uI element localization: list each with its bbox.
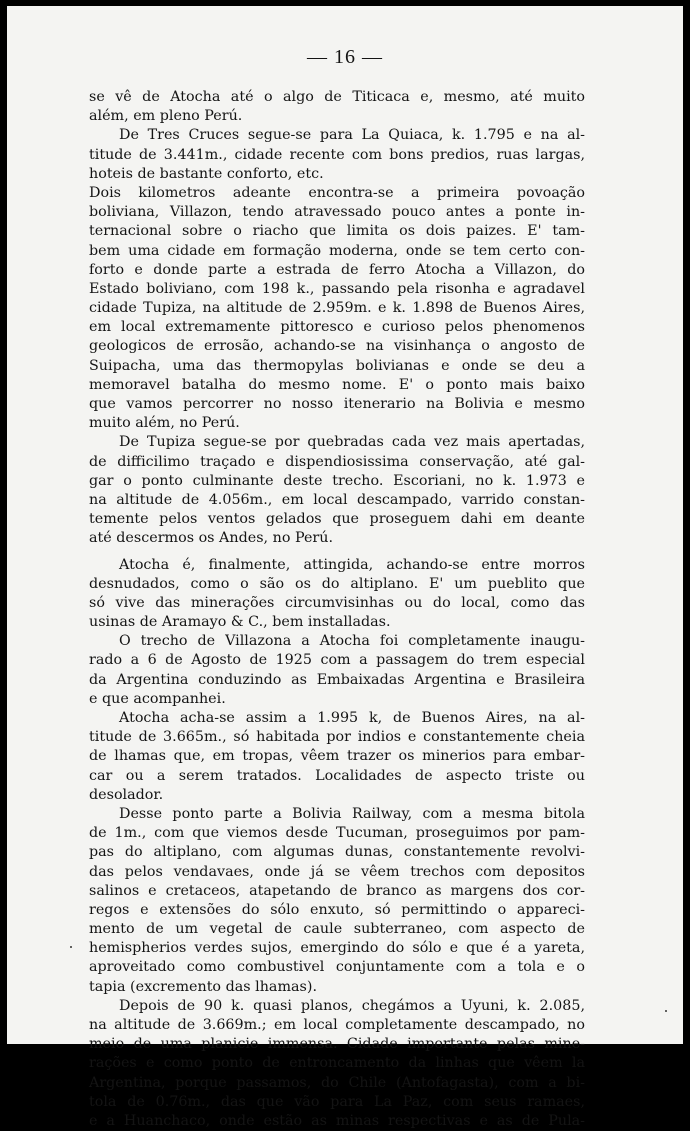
- paragraph-start: O trecho de Villazona a Atocha foi completamente inaugu-: [119, 633, 585, 650]
- scan-speck: [70, 946, 72, 948]
- book-page: [7, 6, 683, 1129]
- text-line: desnudados, como o são os do altiplano. E' um pueblito que: [89, 575, 585, 592]
- text-line: ternacional sobre o riacho que limita os dois paizes. E' tam-: [89, 223, 585, 240]
- text-line: muito além, no Perú.: [89, 415, 240, 432]
- text-line: hemispherios verdes sujos, emergindo do sólo e que é a yareta,: [89, 940, 585, 957]
- text-line: de lhamas que, em tropas, vêem trazer os minerios para embar-: [89, 748, 585, 765]
- page-number: — 16 —: [307, 46, 383, 68]
- text-line: cidade Tupiza, na altitude de 2.959m. e k. 1.898 de Buenos Aires,: [89, 300, 585, 317]
- body-text: [89, 88, 585, 1131]
- text-line: se vê de Atocha até o algo de Titicaca e, mesmo, até muito: [89, 89, 585, 105]
- text-line: só vive das minerações circumvisinhas ou do local, como das: [89, 594, 585, 611]
- text-line: Argentina, porque passamos, do Chile (Antofagasta), com a bi-: [89, 1074, 585, 1091]
- text-line: de difficilimo traçado e dispendiosissima conservação, até gal-: [89, 453, 585, 470]
- paragraph-start: Depois de 90 k. quasi planos, chegámos a Uyuni, k. 2.085,: [119, 997, 585, 1014]
- text-line: em local extremamente pittoresco e curioso pelos phenomenos: [89, 319, 585, 336]
- text-line: geologicos de errosão, achando-se na visinhança o angosto de: [89, 338, 585, 355]
- text-line: salinos e cretaceos, atapetando de branco as margens dos cor-: [89, 882, 585, 899]
- text-line: aproveitado como combustivel conjuntamente com a tola e o: [89, 959, 585, 976]
- text-line: pas do altiplano, com algumas dunas, constantemente revolvi-: [89, 844, 585, 861]
- text-line: usinas de Aramayo & C., bem installadas.: [89, 614, 391, 631]
- text-line: tapia (excremento das lhamas).: [89, 978, 317, 995]
- text-line: tola de 0.76m., das que vão para La Paz, com seus ramaes,: [89, 1093, 585, 1110]
- text-line: que vamos percorrer no nosso itenerario na Bolivia e mesmo: [89, 396, 585, 412]
- text-line: das pelos vendavaes, onde já se vêem trechos com depositos: [89, 863, 585, 880]
- scan-speck: [665, 1010, 667, 1012]
- text-line: da Argentina conduzindo as Embaixadas Argentina e Brasileira: [89, 671, 585, 688]
- text-line: Estado boliviano, com 198 k., passando pela risonha e agradavel: [89, 280, 585, 297]
- text-line: mento de um vegetal de caule subterraneo, com aspecto de: [89, 921, 585, 938]
- text-line: meio de uma planicie immensa. Cidade importante pelas mine-: [89, 1036, 585, 1053]
- text-line: bem uma cidade em formação moderna, onde se tem certo con-: [89, 242, 585, 259]
- text-line: de 1m., com que viemos desde Tucuman, proseguimos por pam-: [89, 825, 585, 842]
- text-line: gar o ponto culminante deste trecho. Escoriani, no k. 1.973 e: [89, 472, 585, 489]
- text-line: hoteis de bastante conforto, etc.: [89, 165, 324, 182]
- text-line: até descermos os Andes, no Perú.: [89, 530, 334, 547]
- text-line: car ou a serem tratados. Localidades de aspecto triste ou: [89, 767, 585, 784]
- paragraph-start: Atocha é, finalmente, attingida, achando-se entre morros: [119, 556, 585, 573]
- text-line: desolador.: [89, 786, 164, 803]
- text-line: além, em pleno Perú.: [89, 108, 243, 125]
- text-line: e que acompanhei.: [89, 690, 226, 707]
- text-line: regos e extensões do sólo enxuto, só permittindo o appareci-: [89, 901, 585, 918]
- text-line: rações e como ponto de entroncamento da linhas que vêem la: [89, 1055, 585, 1072]
- text-line: forto e donde parte a estrada de ferro Atocha a Villazon, do: [89, 261, 585, 278]
- paragraph-start: Desse ponto parte a Bolivia Railway, com a mesma bitola: [119, 805, 585, 822]
- paragraph-start: De Tres Cruces segue-se para La Quiaca, k. 1.795 e na al-: [119, 127, 585, 144]
- text-line: temente pelos ventos gelados que proseguem dahi em deante: [89, 511, 585, 528]
- paragraph-start: De Tupiza segue-se por quebradas cada vez mais apertadas,: [119, 434, 585, 451]
- text-line: na altitude de 4.056m., em local descampado, varrido constan-: [89, 491, 585, 508]
- paragraph-start: Dois kilometros adeante encontra-se a primeira povoação: [89, 184, 585, 201]
- text-line: titude de 3.665m., só habitada por indios e constantemente cheia: [89, 729, 585, 746]
- text-line: rado a 6 de Agosto de 1925 com a passagem do trem especial: [89, 652, 585, 669]
- text-line: e a Huanchaco, onde estão as minas respectivas e as de Pula-: [89, 1112, 585, 1129]
- text-line: memoravel batalha do mesmo nome. E' o ponto mais baixo: [89, 376, 585, 393]
- text-line: Suipacha, uma das thermopylas bolivianas e onde se deu a: [89, 357, 585, 374]
- text-line: titude de 3.441m., cidade recente com bons predios, ruas largas,: [89, 146, 585, 163]
- text-line: boliviana, Villazon, tendo atravessado pouco antes a ponte in-: [89, 204, 585, 221]
- text-line: na altitude de 3.669m.; em local completamente descampado, no: [89, 1017, 585, 1033]
- paragraph-start: Atocha acha-se assim a 1.995 k, de Buenos Aires, na al-: [119, 710, 585, 726]
